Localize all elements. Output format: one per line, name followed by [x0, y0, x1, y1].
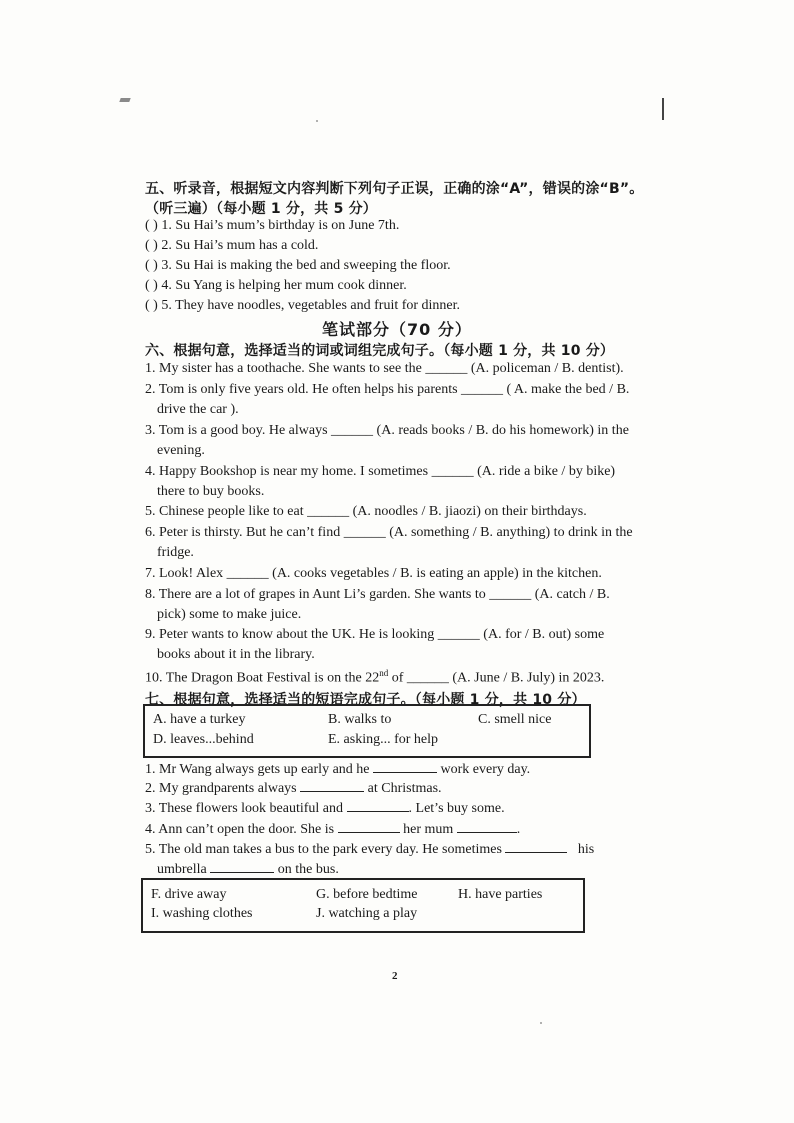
section6-q9-cont: books about it in the library. — [157, 647, 315, 662]
section5-item: ( ) 5. They have noodles, vegetables and fruit for dinner. — [145, 298, 461, 313]
section7-heading: 七、根据句意，选择适当的短语完成句子。（每小题 1 分，共 10 分） — [145, 692, 586, 708]
section5-item: ( ) 2. Su Hai’s mum has a cold. — [145, 238, 319, 253]
section6-q6: 6. Peter is thirsty. But he can’t find ______ (A. something / B. anything) to drink in the — [145, 525, 633, 540]
section6-q2-cont: drive the car ). — [157, 402, 239, 417]
q4-text-mid: her mum — [403, 822, 454, 837]
q2-text-post: at Christmas. — [367, 781, 442, 796]
section7-q2 — [145, 779, 442, 797]
written-part-title: 笔试部分（70 分） — [322, 320, 472, 339]
phrase-option-a: A. have a turkey — [153, 712, 246, 727]
q2-text-pre: 2. My grandparents always — [145, 781, 297, 796]
q4-text-pre: 4. Ann can’t open the door. She is — [145, 822, 335, 837]
q4-text-post: . — [516, 822, 521, 837]
section7-q4 — [145, 820, 520, 838]
q1-text-post: work every day. — [440, 762, 531, 777]
section7-q3 — [145, 799, 505, 817]
section6-q4-cont: there to buy books. — [157, 484, 265, 499]
section6-q2: 2. Tom is only five years old. He often helps his parents ______ ( A. make the bed / B. — [145, 382, 630, 397]
answer-blank[interactable] — [457, 820, 517, 833]
answer-blank[interactable] — [505, 840, 567, 853]
section6-q1: 1. My sister has a toothache. She wants to see the ______ (A. policeman / B. dentist). — [145, 361, 624, 376]
answer-blank[interactable] — [373, 760, 437, 773]
section6-q4: 4. Happy Bookshop is near my home. I sometimes ______ (A. ride a bike / by bike) — [145, 464, 616, 479]
phrase-option-i: I. washing clothes — [151, 906, 253, 921]
section5-heading-line2: （听三遍）（每小题 1 分，共 5 分） — [145, 201, 377, 217]
section6-q10 — [145, 668, 604, 687]
phrase-option-f: F. drive away — [151, 887, 227, 902]
section5-heading-line1: 五、听录音，根据短文内容判断下列句子正误，正确的涂“A”，错误的涂“B”。 — [145, 181, 644, 197]
section5-item: ( ) 4. Su Yang is helping her mum cook dinner. — [145, 278, 407, 293]
section6-q6-cont: fridge. — [157, 545, 194, 560]
phrase-option-j: J. watching a play — [316, 906, 418, 921]
section7-q1 — [145, 760, 530, 778]
scan-mark — [662, 98, 664, 120]
section6-q5: 5. Chinese people like to eat ______ (A. noodles / B. jiaozi) on their birthdays. — [145, 504, 587, 519]
phrase-option-g: G. before bedtime — [316, 887, 418, 902]
answer-blank[interactable] — [210, 860, 274, 873]
q5-text-mid: his — [577, 842, 595, 857]
phrase-option-c: C. smell nice — [478, 712, 552, 727]
q5-cont-text-post: on the bus. — [277, 862, 339, 877]
q3-text-post: . Let’s buy some. — [408, 801, 505, 816]
q10-text-pre: 10. The Dragon Boat Festival is on the 22 — [145, 670, 380, 686]
scan-dot — [540, 1022, 542, 1024]
section6-q9: 9. Peter wants to know about the UK. He is looking ______ (A. for / B. out) some — [145, 627, 605, 642]
answer-blank[interactable] — [338, 820, 400, 833]
section6-q8: 8. There are a lot of grapes in Aunt Li’s garden. She wants to ______ (A. catch / B. — [145, 587, 610, 602]
q3-text-pre: 3. These flowers look beautiful and — [145, 801, 344, 816]
phrase-option-d: D. leaves...behind — [153, 732, 254, 747]
q1-text-pre: 1. Mr Wang always gets up early and he — [145, 762, 370, 777]
section5-item: ( ) 1. Su Hai’s mum’s birthday is on June 7th. — [145, 218, 400, 233]
phrase-option-b: B. walks to — [328, 712, 392, 727]
section7-q5 — [145, 840, 594, 858]
scan-dot — [316, 120, 318, 122]
phrase-option-e: E. asking... for help — [328, 732, 439, 747]
scan-mark — [119, 98, 130, 102]
q10-text-post: of ______ (A. June / B. July) in 2023. — [388, 670, 605, 686]
answer-blank[interactable] — [300, 779, 364, 792]
section5-item: ( ) 3. Su Hai is making the bed and sweeping the floor. — [145, 258, 451, 273]
section6-q3-cont: evening. — [157, 443, 205, 458]
section6-q8-cont: pick) some to make juice. — [157, 607, 302, 622]
section6-q3: 3. Tom is a good boy. He always ______ (A. reads books / B. do his homework) in the — [145, 423, 629, 438]
section7-q5-cont — [157, 860, 339, 878]
section6-q7: 7. Look! Alex ______ (A. cooks vegetables / B. is eating an apple) in the kitchen. — [145, 566, 602, 581]
answer-blank[interactable] — [347, 799, 409, 812]
q5-text-pre: 5. The old man takes a bus to the park every day. He sometimes — [145, 842, 502, 857]
phrase-option-h: H. have parties — [458, 887, 543, 902]
page-number: 2 — [392, 970, 398, 982]
q10-ordinal-suffix: nd — [379, 668, 389, 678]
section6-heading: 六、根据句意，选择适当的词或词组完成句子。（每小题 1 分，共 10 分） — [145, 343, 615, 359]
q5-cont-text-pre: umbrella — [157, 862, 207, 877]
